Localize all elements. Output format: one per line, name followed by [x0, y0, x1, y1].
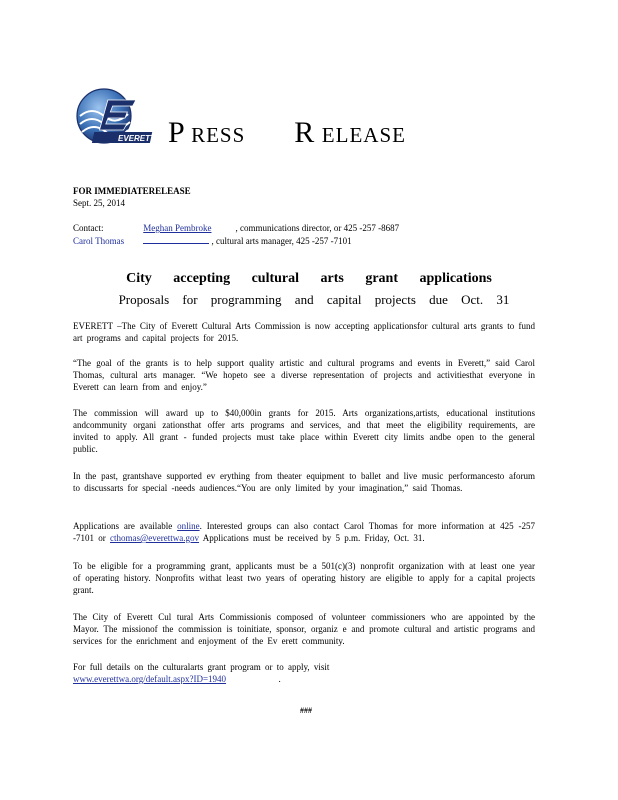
paragraph-quote: “The goal of the grants is to help support quality artistic and cultural programs and events in Everett,” said Carol Thomas, cultural arts manager. “We hopeto see a diverse representation of projects and activitiesthat everyone in Everett can learn from and enjoy.”: [73, 358, 535, 392]
contact-name-2: Carol Thomas: [73, 236, 125, 246]
contact-details-2: , cultural arts manager, 425 -257 -7101: [211, 236, 352, 246]
paragraph-past-grants: In the past, grantshave supported ev erything from theater equipment to ballet and live music performancesto aforum to discussarts for special -needs audiences.“You are only limited by your imagination,” said Thomas.: [73, 471, 535, 493]
immediate-release-label: FOR IMMEDIATERELEASE: [73, 186, 191, 196]
paragraph-eligibility: To be eligible for a programming grant, applicants must be a 501(c)(3) nonprofit organization with at least one year of operating history. Nonprofits withat least two years of operating history are eligible to apply for a capital projects grant.: [73, 561, 535, 595]
masthead-r: R: [294, 116, 315, 149]
applications-text-c: Applications must be received by 5 p.m. Friday, Oct. 31.: [199, 533, 425, 543]
press-release-title: [168, 118, 406, 150]
email-link[interactable]: cthomas@everettwa.gov: [110, 533, 200, 543]
details-text: For full details on the culturalarts grant program or to apply, visit: [73, 662, 330, 672]
paragraph-intro: EVERETT –The City of Everett Cultural Arts Commission is now accepting applicationsfor cultural arts grants to fund art programs and capital projects for 2015.: [73, 321, 535, 343]
online-link[interactable]: online: [177, 521, 200, 531]
everett-logo: [74, 86, 170, 150]
end-mark: ###: [300, 706, 312, 715]
headline: City accepting cultural arts grant applications: [126, 271, 492, 286]
paragraph-applications: [73, 520, 535, 544]
paragraph-award: The commission will award up to $40,000in grants for 2015. Arts organizations,artists, educational institutions andcommunity organi zationsthat offer arts programs and services, and that meet the eligibility requirements, are invited to apply. All grant - funded projects must take place within Everett city limits andbe open to the general public.: [73, 408, 535, 454]
contact-line-1: [73, 223, 399, 233]
paragraph-commission: The City of Everett Cul tural Arts Commissionis composed of volunteer commissioners who are appointed by the Mayor. The missionof the commission is toinitiate, sponsor, organiz e and promote cultural and artistic programs and services for the enrichment and enjoyment of the Ev erett community.: [73, 612, 535, 646]
contact-name-link-2[interactable]: [143, 235, 209, 244]
release-date: Sept. 25, 2014: [73, 198, 126, 208]
logo-text: EVERETT: [118, 134, 155, 143]
applications-text-b: . Interested groups can also contact Carol Thomas for more information at 425 -257 -7101 or: [73, 521, 535, 543]
details-period: .: [278, 674, 281, 684]
masthead-ress: RESS: [191, 123, 246, 147]
paragraph-details: [73, 661, 535, 685]
masthead-elease: ELEASE: [321, 123, 406, 147]
applications-text-a: Applications are available: [73, 521, 178, 531]
contact-line-2: [73, 235, 352, 246]
contact-label: Contact:: [73, 223, 104, 233]
masthead-p: P: [168, 116, 184, 149]
contact-name-link[interactable]: Meghan Pembroke: [143, 223, 212, 233]
contact-details: , communications director, or 425 -257 -8687: [235, 223, 400, 233]
subheadline: Proposals for programming and capital projects due Oct. 31: [118, 292, 510, 307]
details-url-link[interactable]: www.everettwa.org/default.aspx?ID=1940: [73, 674, 227, 684]
